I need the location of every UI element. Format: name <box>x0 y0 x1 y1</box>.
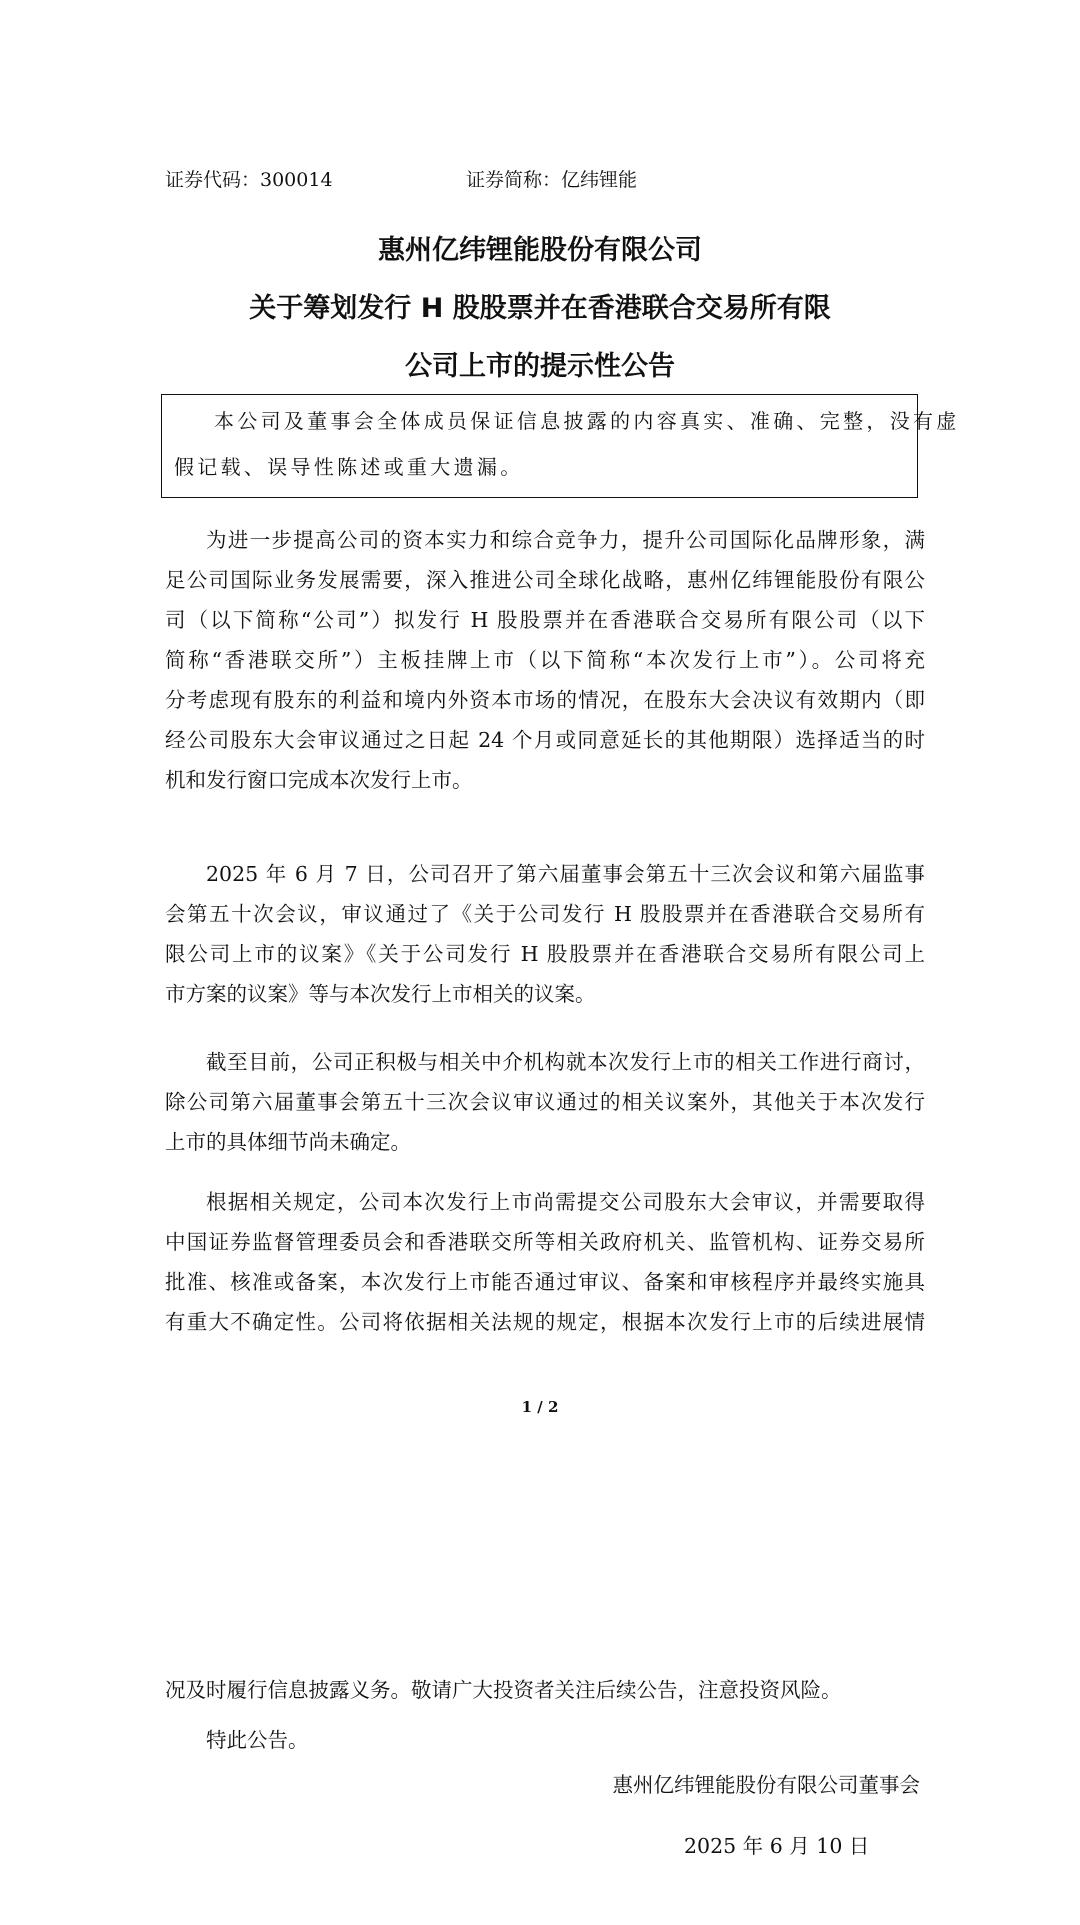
notice-line: 本公司及董事会全体成员保证信息披露的内容真实、准确、完整，没有虚 <box>214 409 960 433</box>
paragraph-line: 分考虑现有股东的利益和境内外资本市场的情况，在股东大会决议有效期内（即 <box>165 688 925 712</box>
title-line-2: 关于筹划发行 H 股股票并在香港联合交易所有限 <box>249 293 831 324</box>
paragraph-line: 司（以下简称“公司”）拟发行 H 股股票并在香港联合交易所有限公司（以下 <box>165 608 925 632</box>
paragraph-line: 中国证券监督管理委员会和香港联交所等相关政府机关、监管机构、证券交易所 <box>165 1230 925 1254</box>
paragraph-4-continued <box>165 1670 925 1710</box>
paragraph-line: 市方案的议案》等与本次发行上市相关的议案。 <box>165 982 596 1006</box>
paragraph-line: 为进一步提高公司的资本实力和综合竞争力，提升公司国际化品牌形象，满 <box>206 528 925 552</box>
notice-line: 假记载、误导性陈述或重大遗漏。 <box>174 455 524 479</box>
paragraph-4 <box>165 1182 925 1342</box>
paragraph-line: 机和发行窗口完成本次发行上市。 <box>165 768 473 792</box>
paragraph-line: 除公司第六届董事会第五十三次会议审议通过的相关议案外，其他关于本次发行 <box>165 1090 925 1114</box>
page-number: 1 / 2 <box>521 1398 559 1416</box>
title-line-1: 惠州亿纬锂能股份有限公司 <box>378 235 702 266</box>
title-line-3: 公司上市的提示性公告 <box>405 351 675 382</box>
closing-remark: 特此公告。 <box>206 1728 309 1752</box>
paragraph-1 <box>165 520 925 800</box>
disclosure-notice-box <box>161 394 960 498</box>
paragraph-line: 截至目前，公司正积极与相关中介机构就本次发行上市的相关工作进行商讨， <box>206 1050 925 1074</box>
paragraph-line: 根据相关规定，公司本次发行上市尚需提交公司股东大会审议，并需要取得 <box>206 1190 925 1214</box>
stock-code: 证券代码：300014 <box>165 169 333 191</box>
paragraph-line: 2025 年 6 月 7 日，公司召开了第六届董事会第五十三次会议和第六届监事 <box>206 862 925 886</box>
paragraph-line: 简称“香港联交所”）主板挂牌上市（以下简称“本次发行上市”）。公司将充 <box>165 648 925 672</box>
paragraph-line: 况及时履行信息披露义务。敬请广大投资者关注后续公告，注意投资风险。 <box>165 1678 842 1702</box>
announcement-date: 2025 年 6 月 10 日 <box>684 1834 870 1858</box>
paragraph-line: 上市的具体细节尚未确定。 <box>165 1130 411 1154</box>
paragraph-3 <box>165 1042 925 1162</box>
paragraph-line: 有重大不确定性。公司将依据相关法规的规定，根据本次发行上市的后续进展情 <box>165 1310 925 1334</box>
paragraph-line: 足公司国际业务发展需要，深入推进公司全球化战略，惠州亿纬锂能股份有限公 <box>165 568 925 592</box>
paragraph-line: 经公司股东大会审议通过之日起 24 个月或同意延长的其他期限）选择适当的时 <box>165 728 925 752</box>
paragraph-line: 会第五十次会议，审议通过了《关于公司发行 H 股股票并在香港联合交易所有 <box>165 902 925 926</box>
paragraph-line: 批准、核准或备案，本次发行上市能否通过审议、备案和审核程序并最终实施具 <box>165 1270 925 1294</box>
signature: 惠州亿纬锂能股份有限公司董事会 <box>612 1773 920 1797</box>
stock-abbreviation: 证券简称：亿纬锂能 <box>466 169 638 191</box>
paragraph-2 <box>165 854 925 1014</box>
paragraph-line: 限公司上市的议案》《关于公司发行 H 股股票并在香港联合交易所有限公司上 <box>165 942 925 966</box>
